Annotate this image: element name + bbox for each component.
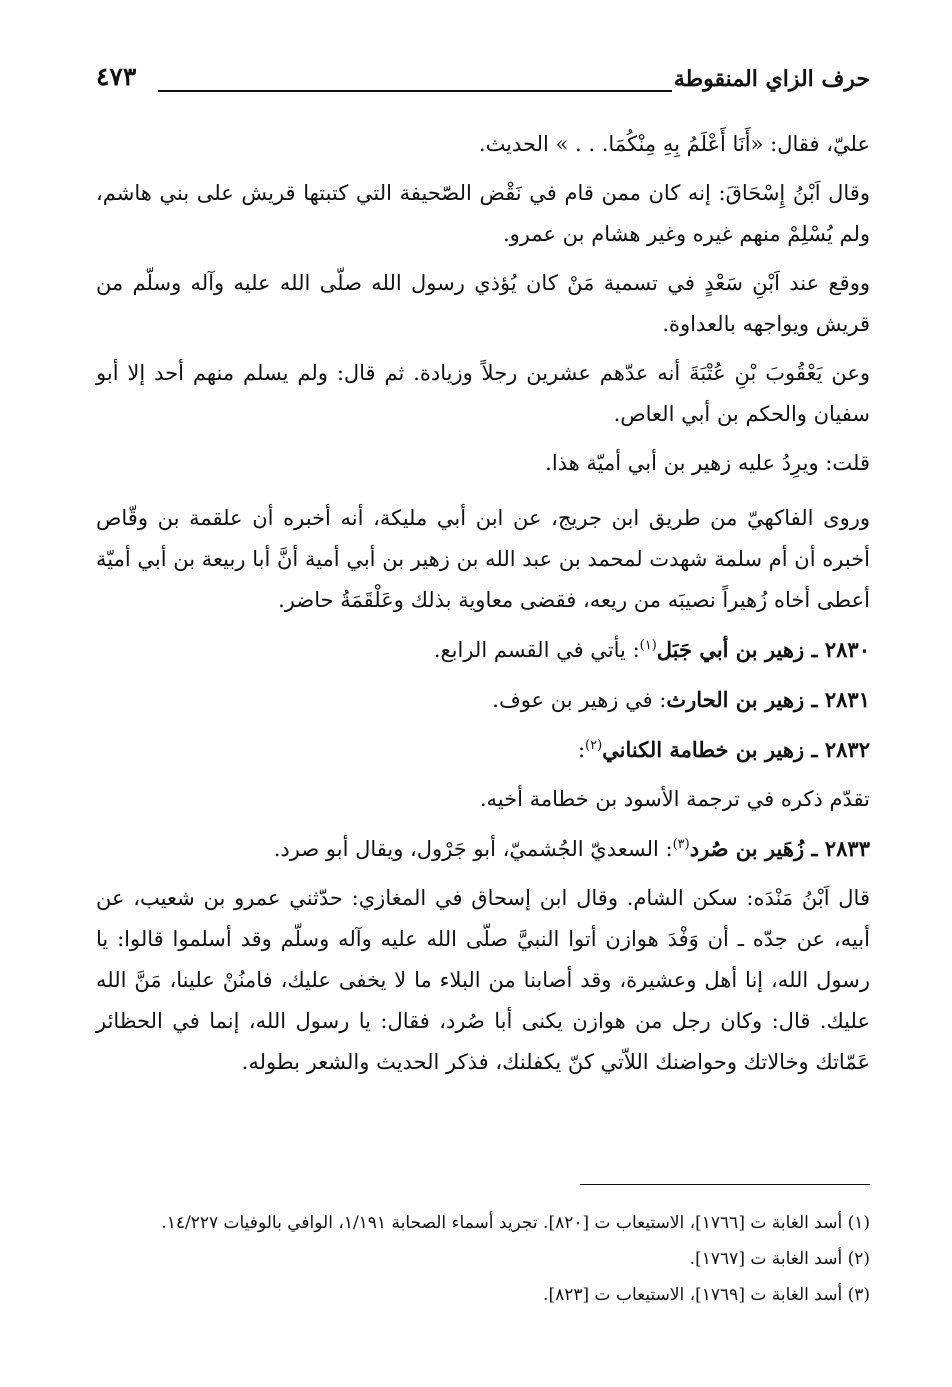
entry-2833 <box>96 828 870 870</box>
paragraph: وعن يَعْقُوبَ بْنِ عُتْبَةَ أنه عدّهم عشرين رجلاً وزيادة. ثم قال: ولم يسلم منهم أحد إلا أبو سفيان والحكم بن أبي العاص. <box>96 361 870 426</box>
page-header <box>96 60 870 100</box>
entry-number: ٢٨٣٢ <box>824 737 870 762</box>
entry-2831 <box>96 679 870 721</box>
entry-body: قال اَبْنُ مَنْدَه: سكن الشام. وقال ابن إسحاق في المغازي: حدّثني عمرو بن شعيب، عن أبيه، عن جدّه ـ أن وَفْدَ هوازن أتوا النبيَّ صلّى الله عليه وآله وسلّم وقد أسلموا قالوا: يا رسول الله، إنا أهل وعشيرة، وقد أصابنا من البلاء ما لا يخفى عليك، فامنُنْ علينا، مَنَّ الله عليك. قال: وكان رجل من هوازن يكنى أبا صُرد، فقال: يا رسول الله، إنما في الحظائر عَمّاتك وخالاتك وحواضنك اللاّتي كنّ يكفلنك، فذكر الحديث والشعر بطوله. <box>96 886 870 1074</box>
paragraph: ووقع عند اَبْنِ سَعْدٍ في تسمية مَنْ كان يُؤذي رسول الله صلّى الله عليه وآله وسلّم من قريش ويواجهه بالعداوة. <box>96 271 870 336</box>
entry-text: : يأتي في القسم الرابع. <box>433 638 640 662</box>
entry-text: : <box>577 738 586 762</box>
entry-name: زهير بن خطامة الكناني <box>602 737 805 762</box>
header-rule <box>158 90 672 92</box>
footnote-ref: (١) <box>639 638 657 653</box>
footnote-ref: (٣) <box>672 837 690 852</box>
entry-dash: ـ <box>804 687 825 712</box>
entry-body: تقدّم ذكره في ترجمة الأسود بن خطامة أخيه. <box>479 787 870 811</box>
entry-name: زُهَير بن صُرد <box>689 836 805 861</box>
footnote-ref: (٢) <box>585 738 603 753</box>
entry-dash: ـ <box>804 737 825 762</box>
paragraph: قلت: ويرِدُ عليه زهير بن أبي أميّة هذا. <box>545 451 870 475</box>
entry-number: ٢٨٣١ <box>824 687 870 712</box>
paragraph: وقال اَبْنُ إِسْحَاقَ: إنه كان ممن قام في نَقْض الصّحيفة التي كتبتها قريش على بني هاشم، ولم يُسْلِمْ منهم غيره وغير هشام بن عمرو. <box>96 181 870 246</box>
footnote: (٣) أسد الغابة ت [١٧٦٩]، الاستيعاب ت [٨٢٣]. <box>543 1285 870 1305</box>
entry-dash: ـ <box>804 836 825 861</box>
paragraph: وروى الفاكهيّ من طريق ابن جريج، عن ابن أبي مليكة، أنه أخبره أن علقمة بن وقّاص أخبره أن أم سلمة شهدت لمحمد بن عبد الله بن زهير بن أبي أمية أنَّ أبا ربيعة بن أبي أميّة أعطى أخاه زُهيراً نصيبَه من ريعه، فقضى معاوية بذلك وعَلْقَمَةُ حاضر. <box>96 506 870 612</box>
entry-name: زهير بن أبي جَبَل <box>656 637 805 662</box>
running-title: حرف الزاي المنقوطة <box>673 66 870 92</box>
entry-number: ٢٨٣٠ <box>824 637 870 662</box>
entry-2832 <box>96 729 870 771</box>
footnote-separator <box>580 1184 870 1185</box>
entry-text: : في زهير بن عوف. <box>492 688 667 712</box>
entry-dash: ـ <box>804 637 825 662</box>
paragraph: عليّ، فقال: «أَنَا أَعْلَمُ بِهِ مِنْكُمَا. . . » الحديث. <box>478 132 870 156</box>
entry-name: زهير بن الحارث <box>666 687 805 712</box>
entry-number: ٢٨٣٣ <box>824 836 870 861</box>
main-text <box>96 124 870 1091</box>
entry-2830 <box>96 629 870 671</box>
footnote: (١) أسد الغابة ت [١٧٦٦]، الاستيعاب ت [٨٢٠]. تجريد أسماء الصحابة ١/١٩١، الوافي بالوفيات ١٤/٢٢٧. <box>161 1213 870 1233</box>
page-number: ٤٧٣ <box>96 62 137 91</box>
entry-text: : السعديّ الجُشميّ، أبو جَرْول، ويقال أبو صرد. <box>273 837 673 861</box>
footnotes <box>96 1208 870 1316</box>
footnote: (٢) أسد الغابة ت [١٧٦٧]. <box>689 1249 870 1269</box>
